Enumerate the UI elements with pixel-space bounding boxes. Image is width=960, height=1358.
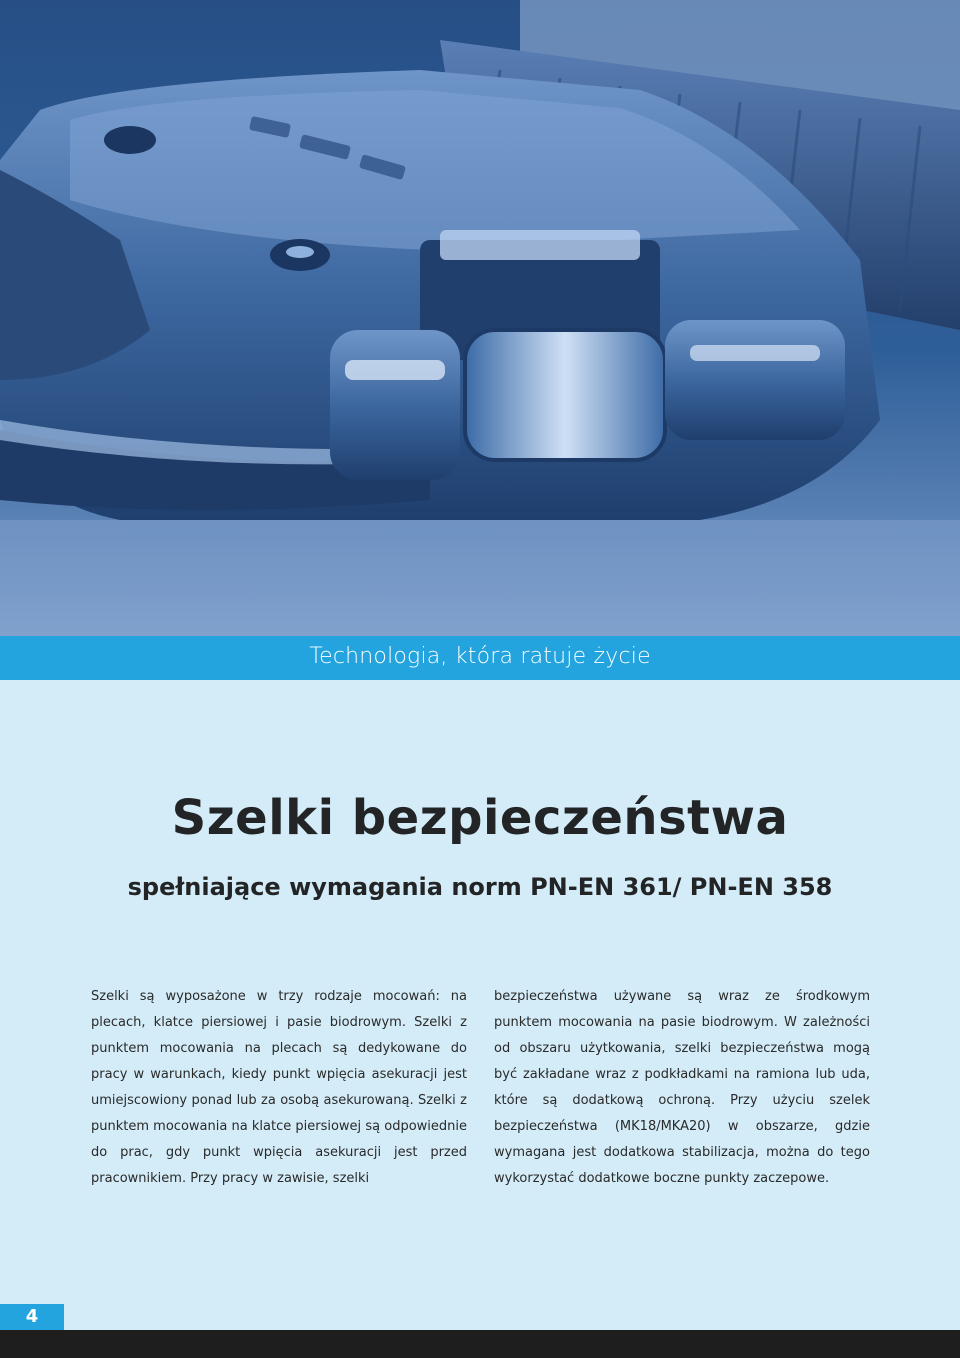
page-subtitle: spełniające wymagania norm PN-EN 361/ PN-EN 358 xyxy=(127,873,833,901)
harness-buckle-photo xyxy=(0,0,960,636)
tagline-banner xyxy=(0,636,960,680)
body-column-right: bezpieczeństwa używane są wraz ze środkowym punktem mocowania na pasie biodrowym. W zależności od obszaru użytkowania, szelki bezpieczeństwa mogą być zakładane wraz z podkładkami na ramiona lub uda, które są dodatkową ochroną. Przy użyciu szelek bezpieczeństwa (MK18/MKA20) w obszarze, gdzie wymagana jest dodatkowa stabilizacja, można do tego wykorzystać dodatkowe boczne punkty zaczepowe. xyxy=(494,989,870,1186)
tagline-text: Technologia, która ratuje życie xyxy=(309,644,651,669)
page-number: 4 xyxy=(0,1304,64,1330)
body-column-left: Szelki są wyposażone w trzy rodzaje mocowań: na plecach, klatce piersiowej i pasie biodrowym. Szelki z punktem mocowania na plecach są dedykowane do pracy w warunkach, kiedy punkt wpięcia asekuracji jest umiejscowiony ponad lub za osobą asekurowaną. Szelki z punktem mocowania na klatce piersiowej są odpowiednie do prac, gdy punkt wpięcia asekuracji jest przed pracownikiem. Przy pracy w zawisie, szelki xyxy=(91,989,467,1186)
footer-bar xyxy=(0,1330,960,1358)
page-title: Szelki bezpieczeństwa xyxy=(171,790,789,846)
hero-photo xyxy=(0,0,960,636)
